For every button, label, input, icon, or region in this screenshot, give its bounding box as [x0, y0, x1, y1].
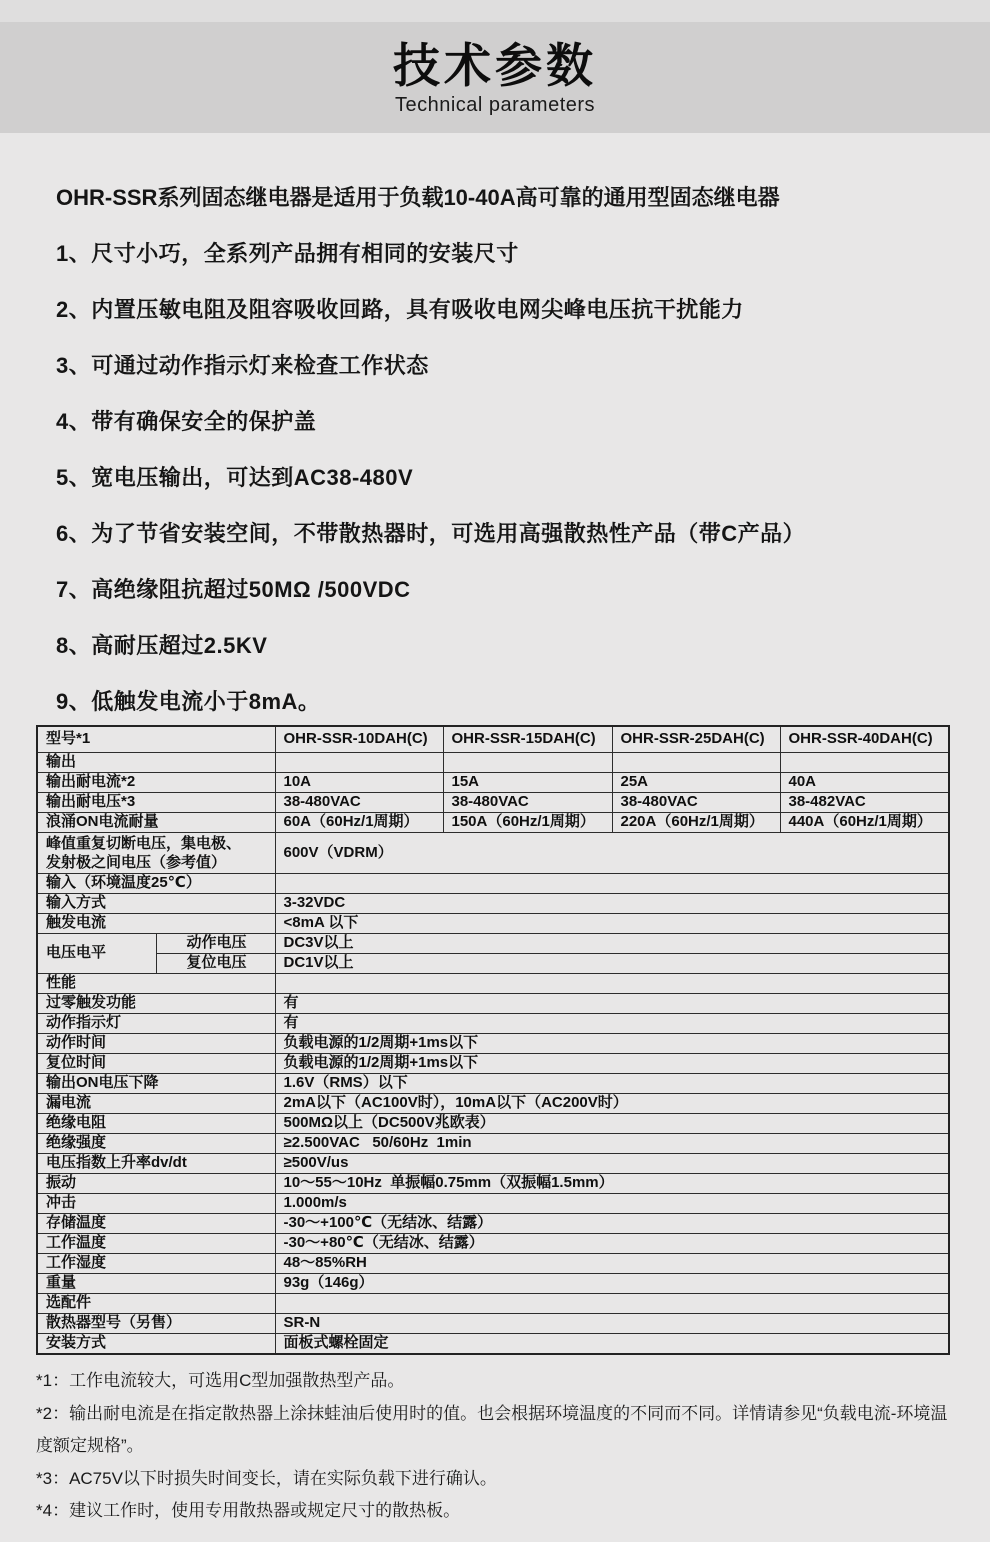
spec-label-cell: 选配件	[37, 1294, 275, 1314]
spec-value-cell: ≥2.500VAC 50/60Hz 1min	[275, 1134, 949, 1154]
spec-row	[37, 1294, 949, 1314]
spec-row	[37, 974, 949, 994]
spec-row	[37, 813, 949, 833]
spec-row	[37, 753, 949, 773]
spec-label-cell: 电压电平	[37, 934, 156, 974]
spec-model-cell: OHR-SSR-15DAH(C)	[443, 726, 612, 753]
spec-value-cell: 38-482VAC	[780, 793, 949, 813]
spec-row	[37, 833, 949, 874]
spec-value-cell: DC1V以上	[275, 954, 949, 974]
spec-label-line: 峰值重复切断电压，集电极、	[46, 835, 242, 852]
spec-label-cell: 振动	[37, 1174, 275, 1194]
spec-label-cell: 触发电流	[37, 914, 275, 934]
feature-section	[0, 183, 990, 717]
spec-label-cell: 工作温度	[37, 1234, 275, 1254]
spec-label-cell: 绝缘电阻	[37, 1114, 275, 1134]
feature-list	[56, 239, 954, 717]
top-strip	[0, 0, 990, 22]
spec-value-cell: 25A	[612, 773, 780, 793]
feature-item: 4、带有确保安全的保护盖	[56, 409, 317, 434]
footnote: *4：建议工作时，使用专用散热器或规定尺寸的散热板。	[36, 1501, 461, 1520]
spec-label-cell: 输出耐电压*3	[37, 793, 275, 813]
spec-value-cell	[275, 974, 949, 994]
spec-value-cell: 40A	[780, 773, 949, 793]
spec-row	[37, 934, 949, 954]
spec-label-cell: 输出ON电压下降	[37, 1074, 275, 1094]
spec-value-cell: ≥500V/us	[275, 1154, 949, 1174]
feature-item: 2、内置压敏电阻及阻容吸收回路，具有吸收电网尖峰电压抗干扰能力	[56, 297, 744, 322]
spec-value-cell: DC3V以上	[275, 934, 949, 954]
spec-value-cell: 93g（146g）	[275, 1274, 949, 1294]
spec-model-cell: OHR-SSR-10DAH(C)	[275, 726, 443, 753]
spec-value-cell: 负载电源的1/2周期+1ms以下	[275, 1054, 949, 1074]
footnotes	[36, 1365, 954, 1528]
spec-row	[37, 1014, 949, 1034]
spec-value-cell: 面板式螺栓固定	[275, 1334, 949, 1355]
spec-model-cell: OHR-SSR-25DAH(C)	[612, 726, 780, 753]
spec-label-cell: 输入（环境温度25℃）	[37, 874, 275, 894]
spec-row	[37, 874, 949, 894]
feature-item: 7、高绝缘阻抗超过50MΩ /500VDC	[56, 577, 411, 602]
spec-table-body	[37, 726, 949, 1354]
spec-row	[37, 1054, 949, 1074]
spec-value-cell: 负载电源的1/2周期+1ms以下	[275, 1034, 949, 1054]
spec-table-wrap	[36, 725, 990, 1355]
spec-label-cell: 安装方式	[37, 1334, 275, 1355]
spec-value-cell	[275, 753, 443, 773]
spec-value-cell: 2mA以下（AC100V时），10mA以下（AC200V时）	[275, 1094, 949, 1114]
spec-value-cell: 1.6V（RMS）以下	[275, 1074, 949, 1094]
spec-value-cell: 440A（60Hz/1周期）	[780, 813, 949, 833]
spec-table	[36, 725, 950, 1355]
spec-row	[37, 1114, 949, 1134]
spec-row	[37, 1174, 949, 1194]
spec-label-cell: 输出	[37, 753, 275, 773]
spec-value-cell: 10～55～10Hz 单振幅0.75mm（双振幅1.5mm）	[275, 1174, 949, 1194]
feature-item: 5、宽电压输出，可达到AC38-480V	[56, 465, 414, 490]
spec-label-cell: 动作时间	[37, 1034, 275, 1054]
feature-item: 3、可通过动作指示灯来检查工作状态	[56, 353, 429, 378]
spec-row	[37, 793, 949, 813]
spec-label-cell: 冲击	[37, 1194, 275, 1214]
spec-value-cell: 1.000m/s	[275, 1194, 949, 1214]
spec-row	[37, 773, 949, 793]
footnote: *2：输出耐电流是在指定散热器上涂抹蛙油后使用时的值。也会根据环境温度的不同而不同。详情请参见“负载电流-环境温度额定规格”。	[36, 1403, 948, 1455]
spec-label-cell: 漏电流	[37, 1094, 275, 1114]
spec-value-cell: 60A（60Hz/1周期）	[275, 813, 443, 833]
spec-value-cell: 3-32VDC	[275, 894, 949, 914]
spec-row	[37, 1154, 949, 1174]
spec-label-cell: 存储温度	[37, 1214, 275, 1234]
feature-item: 9、低触发电流小于8mA。	[56, 689, 321, 714]
spec-value-cell: 有	[275, 994, 949, 1014]
spec-value-cell: 500MΩ以上（DC500V兆欧表）	[275, 1114, 949, 1134]
spec-row	[37, 1194, 949, 1214]
spec-label-cell: 型号*1	[37, 726, 275, 753]
footnote: *3：AC75V以下时损失时间变长，请在实际负载下进行确认。	[36, 1468, 497, 1488]
spec-value-cell	[275, 1294, 949, 1314]
spec-row	[37, 914, 949, 934]
spec-value-cell: SR-N	[275, 1314, 949, 1334]
spec-label-cell: 电压指数上升率dv/dt	[37, 1154, 275, 1174]
spec-label-cell: 过零触发功能	[37, 994, 275, 1014]
spec-value-cell: 38-480VAC	[275, 793, 443, 813]
spec-value-cell	[275, 874, 949, 894]
spec-value-cell: 有	[275, 1014, 949, 1034]
spec-label-cell: 输入方式	[37, 894, 275, 914]
spec-row	[37, 1094, 949, 1114]
spec-label-cell: 动作指示灯	[37, 1014, 275, 1034]
spec-value-cell: 15A	[443, 773, 612, 793]
page-subtitle: Technical parameters	[394, 94, 596, 116]
spec-value-cell: 600V（VDRM）	[275, 833, 949, 874]
spec-row	[37, 1214, 949, 1234]
page-title: 技术参数	[393, 39, 597, 92]
spec-row	[37, 1034, 949, 1054]
spec-row	[37, 1074, 949, 1094]
spec-value-cell: 10A	[275, 773, 443, 793]
spec-row	[37, 1314, 949, 1334]
spec-value-cell: <8mA 以下	[275, 914, 949, 934]
footnote: *1：工作电流较大，可选用C型加强散热型产品。	[36, 1371, 405, 1390]
spec-row	[37, 894, 949, 914]
spec-value-cell: 38-480VAC	[443, 793, 612, 813]
spec-label-cell: 绝缘强度	[37, 1134, 275, 1154]
spec-value-cell: 38-480VAC	[612, 793, 780, 813]
spec-label-cell	[37, 833, 275, 874]
spec-label-cell: 散热器型号（另售）	[37, 1314, 275, 1334]
spec-row	[37, 994, 949, 1014]
spec-row	[37, 726, 949, 753]
spec-value-cell: 48～85%RH	[275, 1254, 949, 1274]
spec-row	[37, 954, 949, 974]
feature-item: 6、为了节省安装空间，不带散热器时，可选用高强散热性产品（带C产品）	[56, 521, 806, 546]
spec-value-cell: -30～+100℃（无结冰、结露）	[275, 1214, 949, 1234]
spec-row	[37, 1274, 949, 1294]
spec-row	[37, 1254, 949, 1274]
spec-label-cell: 性能	[37, 974, 275, 994]
spec-label-cell: 工作湿度	[37, 1254, 275, 1274]
spec-row	[37, 1334, 949, 1355]
feature-item: 1、尺寸小巧，全系列产品拥有相同的安装尺寸	[56, 241, 519, 266]
title-band	[0, 22, 990, 133]
spec-sublabel-cell: 动作电压	[156, 934, 275, 954]
spec-row	[37, 1134, 949, 1154]
spec-label-cell: 复位时间	[37, 1054, 275, 1074]
spec-label-line: 发射极之间电压（参考值）	[46, 854, 227, 871]
spec-row	[37, 1234, 949, 1254]
spec-value-cell	[612, 753, 780, 773]
spec-value-cell	[780, 753, 949, 773]
intro-paragraph: OHR-SSR系列固态继电器是适用于负载10-40A高可靠的通用型固态继电器	[56, 185, 780, 210]
spec-model-cell: OHR-SSR-40DAH(C)	[780, 726, 949, 753]
spec-value-cell: 220A（60Hz/1周期）	[612, 813, 780, 833]
spec-sublabel-cell: 复位电压	[156, 954, 275, 974]
spec-value-cell	[443, 753, 612, 773]
spec-label-cell: 重量	[37, 1274, 275, 1294]
spec-value-cell: 150A（60Hz/1周期）	[443, 813, 612, 833]
spec-label-cell: 输出耐电流*2	[37, 773, 275, 793]
spec-value-cell: -30～+80℃（无结冰、结露）	[275, 1234, 949, 1254]
spec-label-cell: 浪涌ON电流耐量	[37, 813, 275, 833]
feature-item: 8、高耐压超过2.5KV	[56, 633, 268, 658]
